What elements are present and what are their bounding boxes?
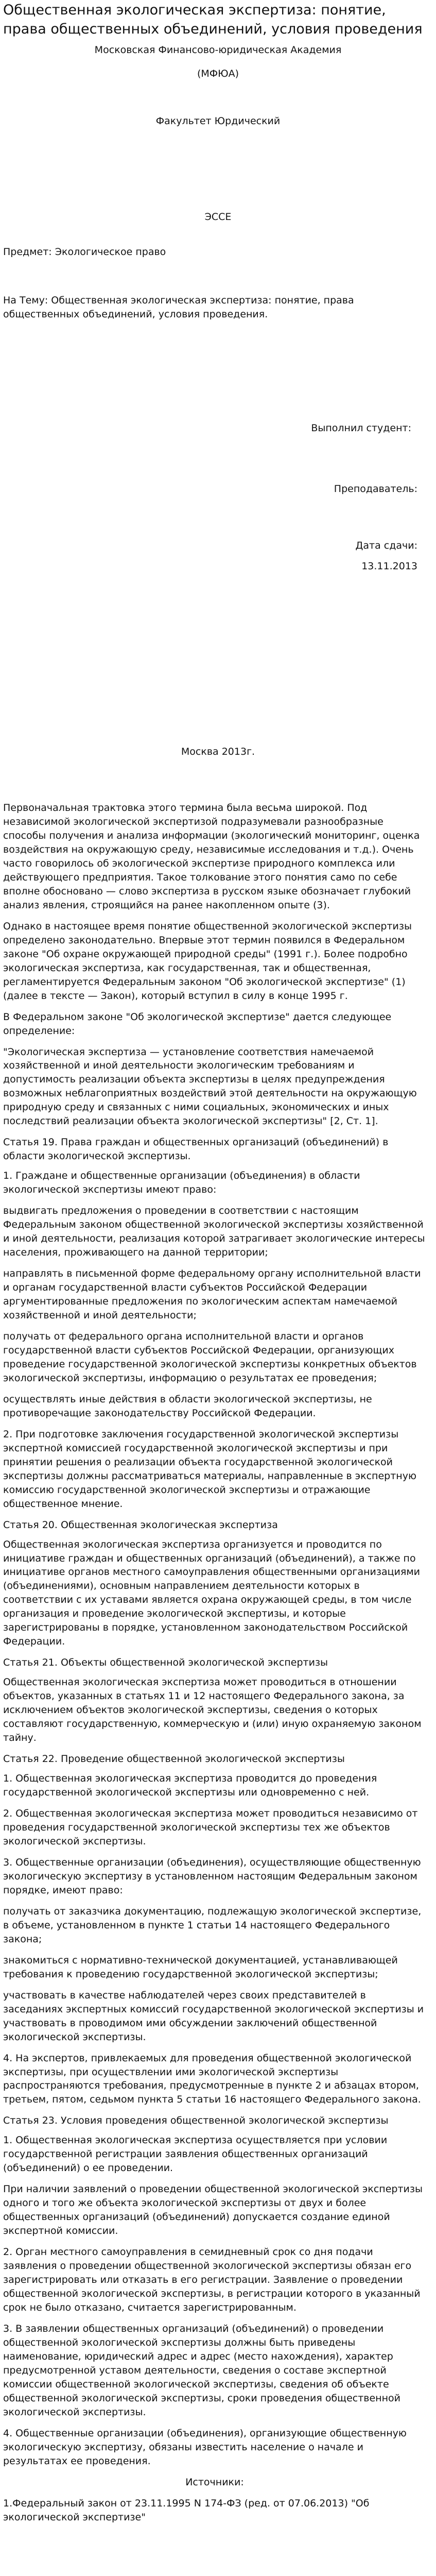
- date-label: Дата сдачи:: [355, 540, 417, 551]
- body-paragraph: выдвигать предложения о проведении в соответствии с настоящим Федеральным законом общественной экологической экспертизы хозяйственной и иной деятельности, реализация которой затрагивает экологические интересы населения, проживающего на данной территории;: [3, 1205, 425, 1259]
- topic-line: На Тему: Общественная экологическая экспертиза: понятие, права общественных объединений, условия проведения.: [3, 295, 354, 320]
- law-definition-quote: "Экологическая экспертиза — установление соответствия намечаемой хозяйственной и иной деятельности экологическим требованиям и допустимость реализации объекта экспертизы в целях предупреждения возможных неблагоприятных воздействий этой деятельности на окружающую природную среду и связанных с ними социальных, экономических и иных последствий реализации объекта экологической экспертизы" [2, Ст. 1].: [3, 1046, 417, 1127]
- faculty-name: Факультет Юрдический: [155, 115, 281, 127]
- article-heading: Статья 23. Условия проведения общественной экологической экспертизы: [3, 2115, 389, 2127]
- body-paragraph: Первоначальная трактовка этого термина была весьма широкой. Под независимой экологической экспертизой подразумевали разнообразные способы получения и анализа информации (экологический мониторинг, оценка воздействия на окружающую среду, независимые исследования и т.д.). Очень часто говорилось об экологической экспертизе природного комплекса или действующего предприятия. Такое толкование этого понятия само по себе вполне обосновано — слово экспертиза в русском языке обозначает глубокий анализ явления, строящийся на ранее накопленном опыте (3).: [3, 802, 420, 911]
- work-type: ЭССЕ: [204, 211, 232, 223]
- academy-short-name: (МФЮА): [197, 68, 239, 79]
- body-paragraph: 4. Общественные организации (объединения), организующие общественную экологическую экспертизу, обязаны известить население о начале и результатах ее проведения.: [3, 2427, 407, 2467]
- article-heading: Статья 20. Общественная экологическая экспертиза: [3, 1519, 278, 1531]
- body-paragraph: 2. При подготовке заключения государственной экологической экспертизы экспертной комиссией государственной экологической экспертизы и при принятии решения о реализации объекта государственной экологической экспертизы должны рассматриваться материалы, направленные в экспертную комиссию государственной экологической экспертизы и отражающие общественное мнение.: [3, 1428, 416, 1510]
- body-paragraph: 2. Орган местного самоуправления в семидневный срок со дня подачи заявления о проведении общественной экологической экспертизы обязан его зарегистрировать или отказать в его регистрации. Заявление о проведении общественной экологической экспертизы, в регистрации которого в указанный срок не было отказано, считается зарегистрированным.: [3, 2246, 421, 2314]
- body-paragraph: направлять в письменной форме федеральному органу исполнительной власти и органам государственной власти субъектов Российской Федерации аргументированные предложения по экологическим аспектам намечаемой хозяйственной и иной деятельности;: [3, 1268, 421, 1321]
- body-paragraph: 1. Общественная экологическая экспертиза проводится до проведения государственной экологической экспертизы или одновременно с ней.: [3, 1773, 377, 1799]
- date-value: 13.11.2013: [361, 561, 417, 572]
- source-item: 1.Федеральный закон от 23.11.1995 N 174-ФЗ (ред. от 07.06.2013) "Об экологической экспертизе": [3, 2497, 370, 2523]
- sources-heading: Источники:: [185, 2476, 244, 2488]
- body-paragraph: 4. На экспертов, привлекаемых для проведения общественной экологической экспертизы, при осуществлении ими экологической экспертизы распространяются требования, предусмотренные в пункте 2 и абзацах втором, третьем, пятом, седьмом пункта 5 статьи 16 настоящего Федерального закона.: [3, 2052, 421, 2106]
- body-paragraph: получать от федерального органа исполнительной власти и органов государственной власти субъектов Российской Федерации, организующих проведение государственной экологической экспертизы конкретных объектов экологической экспертизы, информацию о результатах ее проведения;: [3, 1330, 417, 1384]
- document-title: Общественная экологическая экспертиза: понятие, права общественных объединений, условия проведения: [3, 2, 423, 37]
- body-paragraph: участвовать в качестве наблюдателей через своих представителей в заседаниях экспертных комиссий государственной экологической экспертизы и участвовать в проводимом ими обсуждении заключений общественной экологической экспертизы.: [3, 1989, 424, 2043]
- body-paragraph: 3. В заявлении общественных организаций (объединений) о проведении общественной экологической экспертизы должны быть приведены наименование, юридический адрес и адрес (место нахождения), характер предусмотренной уставом деятельности, сведения о составе экспертной комиссии общественной экологической экспертизы, сведения об объекте общественной экологической экспертизы, сроки проведения общественной экологической экспертизы.: [3, 2323, 400, 2418]
- body-paragraph: При наличии заявлений о проведении общественной экологической экспертизы одного и того же объекта экологической экспертизы от двух и более общественных организаций (объединений) допускается создание единой экспертной комиссии.: [3, 2183, 423, 2237]
- teacher-label: Преподаватель:: [334, 483, 417, 495]
- body-paragraph: Общественная экологическая экспертиза организуется и проводится по инициативе граждан и общественных организаций (объединений), а также по инициативе органов местного самоуправления общественными организациями (объединениями), основным направлением деятельности которых в соответствии с их уставами является охрана окружающей среды, в том числе организация и проведение экологической экспертизы, и которые зарегистрированы в порядке, установленном законодательством Российской Федерации.: [3, 1538, 421, 1648]
- city-year: Москва 2013г.: [181, 746, 255, 757]
- article-heading: Статья 19. Права граждан и общественных организаций (объединений) в области экологической экспертизы.: [3, 1137, 389, 1162]
- student-label: Выполнил студент:: [311, 422, 411, 434]
- body-paragraph: 1. Общественная экологическая экспертиза осуществляется при условии государственной регистрации заявления общественных организаций (объединений) о ее проведении.: [3, 2134, 388, 2174]
- body-paragraph: 2. Общественная экологическая экспертиза может проводиться независимо от проведения государственной экологической экспертизы тех же объектов экологической экспертизы.: [3, 1808, 418, 1847]
- body-paragraph: Однако в настоящее время понятие общественной экологической экспертизы определено законодательно. Впервые этот термин появился в Федеральном законе "Об охране окружающей природной среды" (1991 г.). Более подробно экологическая экспертиза, как государственная, так и общественная, регламентируется Федеральным законом "Об экологической экспертизе" (1) (далее в тексте — Закон), который вступил в силу в конце 1995 г.: [3, 920, 412, 1002]
- body-paragraph: осуществлять иные действия в области экологической экспертизы, не противоречащие законодательству Российской Федерации.: [3, 1393, 372, 1419]
- body-paragraph: знакомиться с нормативно-технической документацией, устанавливающей требования к проведению государственной экологической экспертизы;: [3, 1954, 398, 1980]
- essay-body: [3, 801, 426, 2532]
- academy-name: Московская Финансово-юридическая Академия: [94, 44, 342, 56]
- article-heading: Статья 22. Проведение общественной экологической экспертизы: [3, 1753, 345, 1765]
- subject-line: Предмет: Экологическое право: [3, 246, 166, 258]
- body-paragraph: 1. Граждане и общественные организации (объединения) в области экологической экспертизы имеют право:: [3, 1170, 360, 1196]
- article-heading: Статья 21. Объекты общественной экологической экспертизы: [3, 1657, 328, 1669]
- body-paragraph: получать от заказчика документацию, подлежащую экологической экспертизе, в объеме, установленном в пункте 1 статьи 14 настоящего Федерального закона;: [3, 1905, 422, 1945]
- body-paragraph: 3. Общественные организации (объединения), осуществляющие общественную экологическую экспертизу в установленном настоящим Федеральным законом порядке, имеют право:: [3, 1856, 421, 1896]
- body-paragraph: Общественная экологическая экспертиза может проводиться в отношении объектов, указанных в статьях 11 и 12 настоящего Федерального закона, за исключением объектов экологической экспертизы, сведения о которых составляют государственную, коммерческую и (или) иную охраняемую законом тайну.: [3, 1676, 422, 1744]
- body-paragraph: В Федеральном законе "Об экологической экспертизе" дается следующее определение:: [3, 1011, 392, 1037]
